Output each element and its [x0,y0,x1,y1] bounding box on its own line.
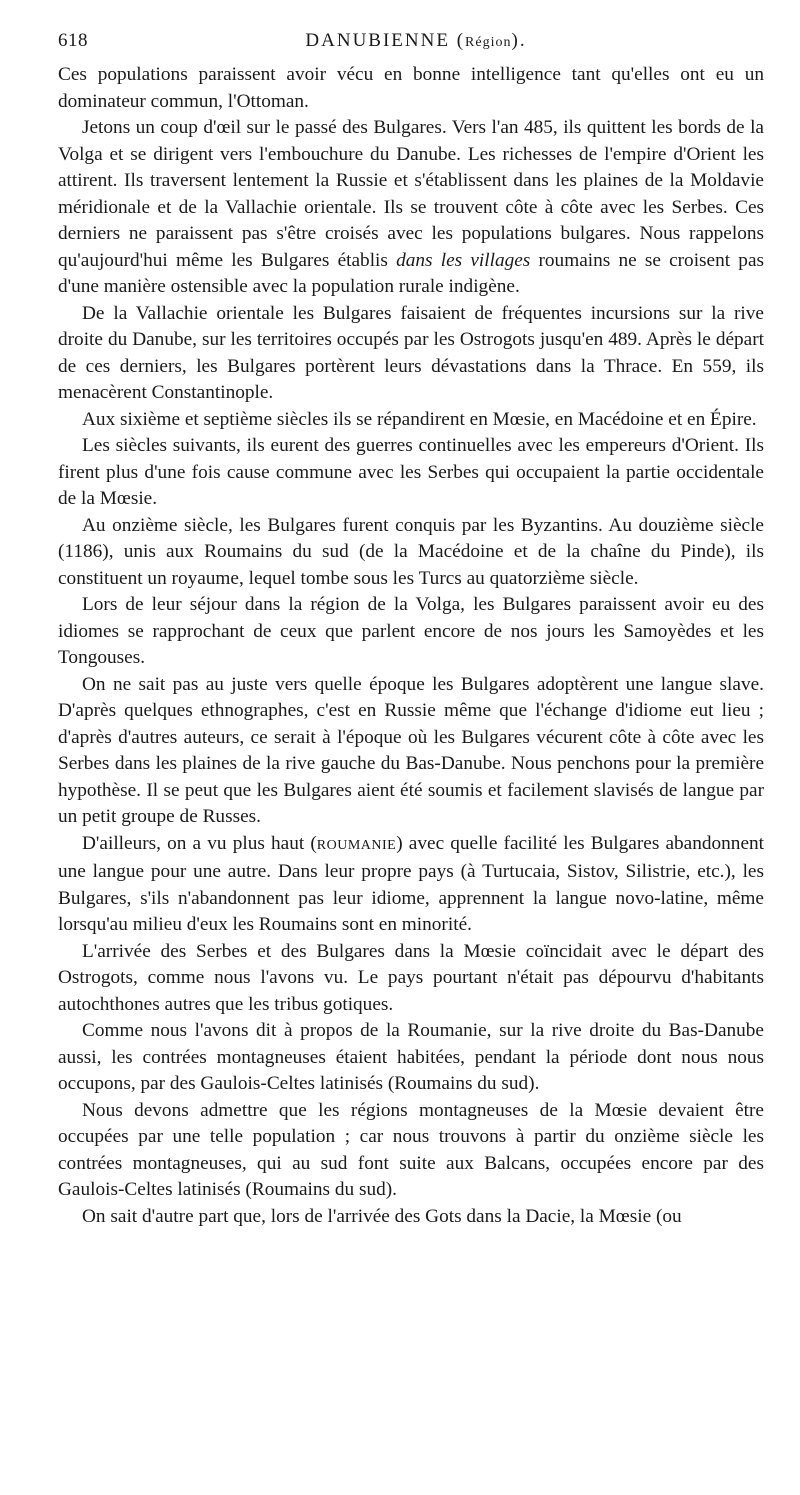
paragraph-text: Aux sixième et septième siècles ils se répandirent en Mœsie, en Macédoine et en Épire. [82,408,757,430]
paragraph-9 [58,831,764,939]
paragraph-1 [58,62,764,115]
page-number: 618 [58,30,88,51]
smallcaps-reference: ROUMANIE [316,837,397,853]
paragraph-text-after: ) avec quelle facilité les Bulgares abandonnent une langue pour une autre. Dans leur propre pays (à Turtucaia, Sistov, Silistrie, etc.), les Bulgares, s'ils n'abandonnent pas leur idiome, apprennent la langue novo-latine, même lorsqu'au milieu d'eux les Roumains sont en minorité. [58,832,764,935]
paragraph-2 [58,115,764,301]
paragraph-text: Jetons un coup d'œil sur le passé des Bulgares. Vers l'an 485, ils quittent les bords de la Volga et se dirigent vers l'embouchure du Danube. Les richesses de l'empire d'Orient les attirent. Ils traversent lentement la Russie et s'établissent dans les plaines de la Moldavie méridionale et de la Vallachie orientale. Ils se trouvent côte à côte avec les Serbes. Ces derniers ne paraissent pas s'être croisés avec les populations bulgares. Nous rappelons qu'aujourd'hui même les Bulgares établis [58,117,764,271]
page [58,30,764,1230]
italic-phrase: dans les villages [396,249,531,271]
body-text [58,62,764,1230]
paragraph-text: On sait d'autre part que, lors de l'arrivée des Gots dans la Dacie, la Mœsie (ou [82,1205,682,1227]
running-title [58,30,764,52]
paragraph-13 [58,1204,764,1231]
paragraph-text: Nous devons admettre que les régions montagneuses de la Mœsie devaient être occupées par une telle population ; car nous trouvons à partir du onzième siècle les contrées montagneuses, qui au sud font suite aux Balcans, occupées encore par des Gaulois-Celtes latinisés (Roumains du sud). [58,1099,764,1200]
running-title-main: DANUBIENNE ( [305,30,466,51]
running-title-close: ). [511,30,527,51]
running-head [58,30,764,56]
paragraph-5 [58,433,764,513]
paragraph-6 [58,513,764,593]
paragraph-text: D'ailleurs, on a vu plus haut ( [82,832,317,854]
paragraph-text: Comme nous l'avons dit à propos de la Roumanie, sur la rive droite du Bas-Danube aussi, les contrées montagneuses étaient habitées, pendant la période dont nous nous occupons, par des Gaulois-Celtes latinisés (Roumains du sud). [58,1020,764,1094]
paragraph-text: Au onzième siècle, les Bulgares furent conquis par les Byzantins. Au douzième siècle (1186), unis aux Roumains du sud (de la Macédoine et de la chaîne du Pinde), ils constituent un royaume, lequel tombe sous les Turcs au quatorzième siècle. [58,514,764,589]
paragraph-11 [58,1018,764,1098]
paragraph-text: L'arrivée des Serbes et des Bulgares dans la Mœsie coïncidait avec le départ des Ostrogots, comme nous l'avons vu. Le pays pourtant n'était pas dépourvu d'habitants autochthones autres que les tribus gotiques. [58,940,764,1015]
paragraph-8 [58,672,764,831]
paragraph-text: On ne sait pas au juste vers quelle époque les Bulgares adoptèrent une langue slave. D'après quelques ethnographes, c'est en Russie même que l'échange d'idiome eut lieu ; d'après d'autres auteurs, ce serait à l'époque où les Bulgares vécurent côte à côte avec les Serbes dans les plaines de la rive gauche du Bas-Danube. Nous penchons pour la première hypothèse. Il se peut que les Bulgares aient été soumis et facilement slavisés de langue par un petit groupe de Russes. [58,673,764,827]
paragraph-10 [58,939,764,1019]
paragraph-text-after: roumains ne se croisent pas d'une manière ostensible avec la population rurale indigène. [58,249,764,297]
paragraph-text: De la Vallachie orientale les Bulgares faisaient de fréquentes incursions sur la rive droite du Danube, sur les territoires occupés par les Ostrogots jusqu'en 489. Après le départ de ces derniers, les Bulgares portèrent leurs dévastations dans la Thrace. En 559, ils menacèrent Constantinople. [58,302,764,403]
paragraph-text: Les siècles suivants, ils eurent des guerres continuelles avec les empereurs d'Orient. Ils firent plus d'une fois cause commune avec les Serbes qui occupaient la partie occidentale de la Mœsie. [58,435,764,509]
paragraph-12 [58,1098,764,1204]
paragraph-7 [58,592,764,672]
running-title-smallcaps: Région [465,35,512,50]
paragraph-text: Ces populations paraissent avoir vécu en bonne intelligence tant qu'elles ont eu un dominateur commun, l'Ottoman. [58,64,764,112]
paragraph-4 [58,407,764,434]
paragraph-3 [58,301,764,407]
paragraph-text: Lors de leur séjour dans la région de la Volga, les Bulgares paraissent avoir eu des idiomes se rapprochant de ceux que parlent encore de nos jours les Samoyèdes et les Tongouses. [58,594,764,668]
